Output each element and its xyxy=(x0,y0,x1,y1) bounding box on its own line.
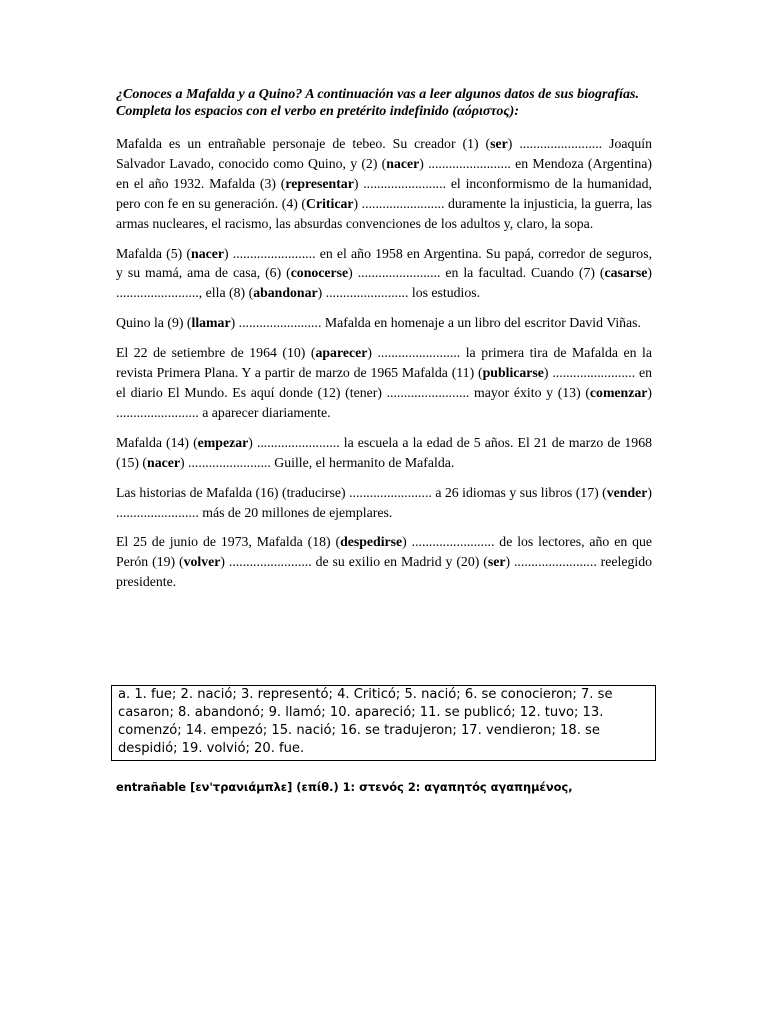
verb-prompt: abandonar xyxy=(253,285,318,301)
paragraph xyxy=(116,313,652,333)
paragraph xyxy=(116,433,652,473)
paragraph-text: ) xyxy=(419,155,429,171)
paragraph-text: en el año 1958 en Argentina. Su papá, corredor de seguros, y su mamá, ama de casa, (6) ( xyxy=(116,245,653,281)
paragraph-text: ) xyxy=(505,554,514,570)
verb-prompt: casarse xyxy=(604,265,648,281)
verb-prompt: comenzar xyxy=(589,384,648,400)
verb-prompt: representar xyxy=(285,175,354,191)
paragraph-text: el inconformismo de la humanidad, pero con fe en su generación. (4) ( xyxy=(116,175,652,211)
verb-prompt: nacer xyxy=(386,155,420,171)
answer-blank: ........................ xyxy=(428,155,511,171)
paragraph-text: en la facultad. Cuando (7) ( xyxy=(440,265,605,281)
paragraph-text: a 26 idiomas y sus libros (17) ( xyxy=(431,484,607,500)
paragraph-text: Guille, el hermanito de Mafalda. xyxy=(270,454,455,470)
paragraph xyxy=(116,244,652,304)
answer-blank: ........................ xyxy=(386,384,470,400)
verb-prompt: vender xyxy=(606,484,648,500)
verb-prompt: empezar xyxy=(197,434,249,450)
paragraph-text: ) xyxy=(248,434,257,450)
answer-blank: ........................ xyxy=(357,265,441,281)
paragraph xyxy=(116,483,652,523)
verb-prompt: aparecer xyxy=(315,345,368,361)
paragraph-text: Quino la (9) ( xyxy=(116,315,192,331)
paragraph-text: de su exilio en Madrid y (20) ( xyxy=(311,554,488,570)
verb-prompt: conocerse xyxy=(290,265,349,281)
answer-blank: ........................ xyxy=(513,554,597,570)
paragraph-text: en el diario El Mundo. Es aquí donde (12) (tener) xyxy=(116,365,652,400)
answer-blank: ........................ xyxy=(349,484,432,500)
paragraph-text: duramente la injusticia, la guerra, las armas nucleares, el racismo, las absurdas convenciones de los adultos y, claro, la sopa. xyxy=(116,195,652,231)
answer-blank: ........................ xyxy=(377,345,461,361)
vocabulary-gloss: entrañable [εν'τρανιάμπλε] (επίθ.) 1: στενός 2: αγαπητός αγαπημένος, xyxy=(116,780,573,794)
paragraph-text: ) xyxy=(647,484,652,500)
paragraph-text: ) xyxy=(647,384,652,400)
answer-blank: ........................ xyxy=(363,175,447,191)
verb-prompt: Criticar xyxy=(306,195,354,211)
verb-prompt: volver xyxy=(183,554,221,570)
paragraph-text: ) xyxy=(348,265,358,281)
paragraph-text: ) xyxy=(367,345,378,361)
paragraph-text: reelegido presidente. xyxy=(116,554,653,590)
paragraph-text: , ella (8) ( xyxy=(198,285,254,301)
paragraph-text: la primera tira de Mafalda en la revista Primera Plana. Y a partir de marzo de 1965 Mafalda (11) ( xyxy=(116,345,652,381)
paragraph-text: mayor éxito y (13) ( xyxy=(469,384,590,400)
answer-blank: ........................ xyxy=(238,315,322,331)
paragraph xyxy=(116,343,652,423)
paragraph-text: Joaquín Salvador Lavado, conocido como Quino, y (2) ( xyxy=(116,136,652,171)
answer-blank: ........................ xyxy=(411,534,495,550)
paragraph-text: ) xyxy=(353,195,362,211)
verb-prompt: ser xyxy=(487,554,506,570)
paragraph-text: de los lectores, año en que Perón (19) ( xyxy=(116,534,653,570)
paragraph-text: ) xyxy=(317,285,326,301)
paragraph-text: ) xyxy=(223,245,233,261)
answer-blank: ........................ xyxy=(116,504,199,520)
paragraph xyxy=(116,134,652,234)
verb-prompt: llamar xyxy=(191,315,231,331)
paragraph-text: los estudios. xyxy=(408,285,481,301)
paragraph-text: Las historias de Mafalda (16) (traducirse) xyxy=(116,484,350,500)
answer-blank: ........................ xyxy=(552,365,636,381)
paragraph-text: El 25 de junio de 1973, Mafalda (18) ( xyxy=(116,534,341,550)
paragraph-text: ) xyxy=(220,554,229,570)
paragraph-text: ) xyxy=(507,136,520,151)
paragraph-text: ) xyxy=(179,454,189,470)
verb-prompt: nacer xyxy=(191,245,224,261)
paragraph-text: la escuela a la edad de 5 años. El 21 de marzo de 1968 (15) ( xyxy=(116,434,652,470)
verb-prompt: nacer xyxy=(147,454,180,470)
exercise-instructions: ¿Conoces a Mafalda y a Quino? A continuación vas a leer algunos datos de sus biografías. Completa los espacios con el verbo en pretérito indefinido (αόριστος): xyxy=(116,87,639,119)
paragraph-text: Mafalda (14) ( xyxy=(116,434,198,450)
paragraph-text: ) xyxy=(353,175,364,191)
answer-blank: ........................ xyxy=(361,195,445,211)
verb-prompt: ser xyxy=(490,136,508,151)
answer-blank: ........................ xyxy=(232,245,316,261)
answer-blank: ........................ xyxy=(228,554,312,570)
exercise-text xyxy=(116,134,652,602)
paragraph-text: ) xyxy=(647,265,653,281)
answer-blank: ........................ xyxy=(116,285,199,301)
paragraph-text: ) xyxy=(402,534,412,550)
paragraph-text: ) xyxy=(230,315,239,331)
paragraph-text: más de 20 millones de ejemplares. xyxy=(198,504,393,520)
paragraph xyxy=(116,532,652,592)
answer-blank: ........................ xyxy=(256,434,340,450)
verb-prompt: publicarse xyxy=(482,365,544,381)
answer-blank: ........................ xyxy=(519,136,603,151)
paragraph-text: a aparecer diariamente. xyxy=(198,404,331,420)
answer-key-box xyxy=(111,685,656,761)
paragraph-text: Mafalda (5) ( xyxy=(116,245,192,261)
answer-blank: ........................ xyxy=(325,285,409,301)
paragraph-text: ) xyxy=(543,365,553,381)
answer-blank: ........................ xyxy=(116,404,199,420)
answer-key-text: a. 1. fue; 2. nació; 3. representó; 4. Criticó; 5. nació; 6. se conocieron; 7. se casaron; 8. abandonó; 9. llamó; 10. apareció; 11. se publicó; 12. tuvo; 13. comenzó; 14. empezó; 15. nació; 16. se tradujeron; 17. vendieron; 18. se despidió; 19. volvió; 20. fue. xyxy=(118,687,613,757)
answer-blank: ........................ xyxy=(188,454,271,470)
paragraph-text: en Mendoza (Argentina) en el año 1932. Mafalda (3) ( xyxy=(116,155,653,191)
paragraph-text: El 22 de setiembre de 1964 (10) ( xyxy=(116,345,316,361)
paragraph-text: Mafalda es un entrañable personaje de tebeo. Su creador (1) ( xyxy=(116,136,491,151)
paragraph-text: Mafalda en homenaje a un libro del escritor David Viñas. xyxy=(321,315,641,331)
verb-prompt: despedirse xyxy=(340,534,403,550)
